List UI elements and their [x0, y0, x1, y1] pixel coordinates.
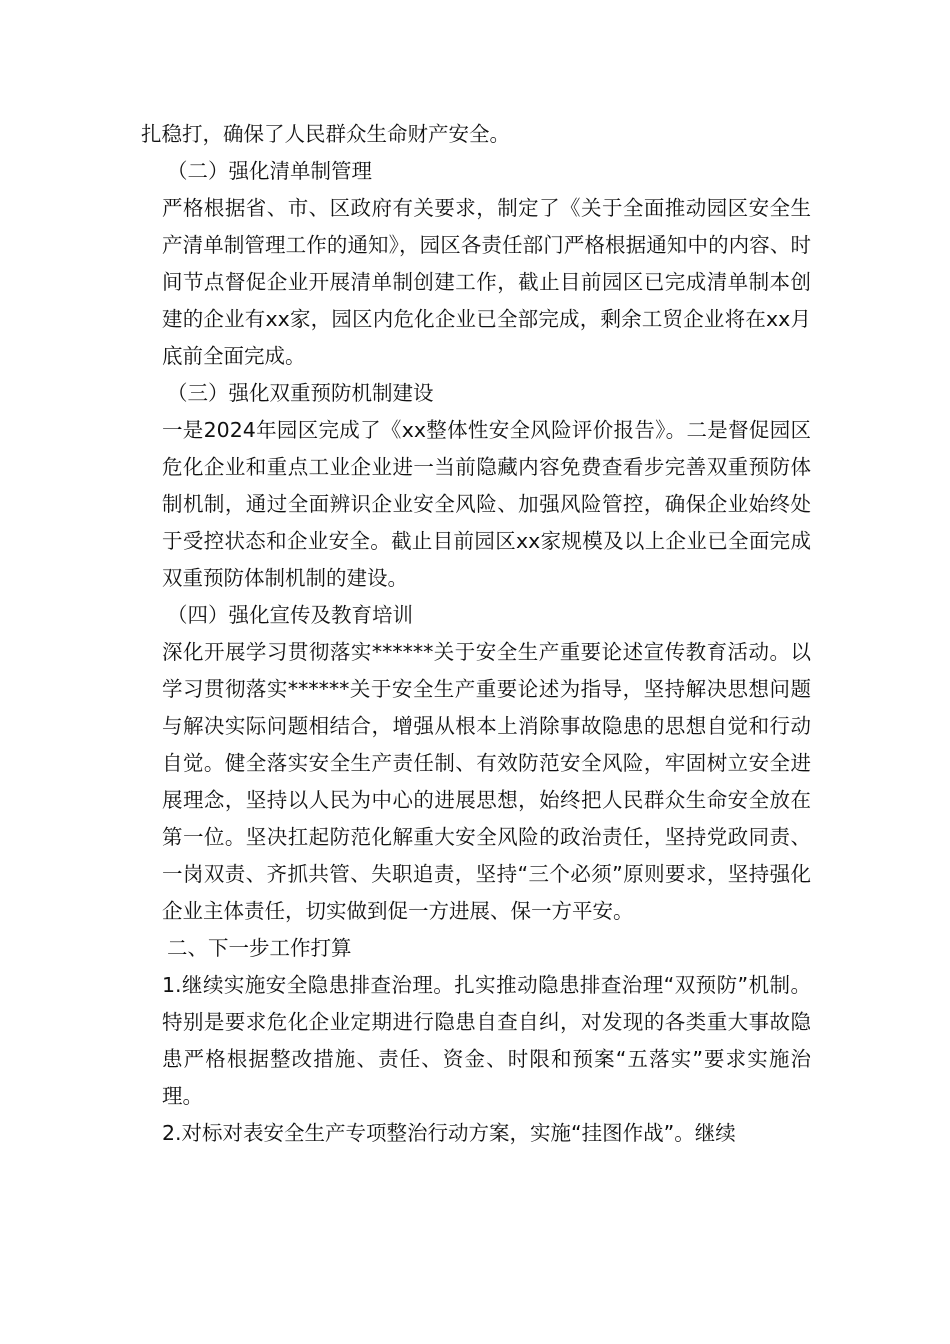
list-item-1: 1.继续实施安全隐患排查治理。扎实推动隐患排查治理“双预防”机制。特别是要求危化企业定期进行隐患自查自纠，对发现的各类重大事故隐患严格根据整改措施、责任、资金、时限和预案“五落实”要求实施治理。 [162, 973, 811, 1108]
list-item-2: 2.对标对表安全生产专项整治行动方案，实施“挂图作战”。继续 [162, 1121, 736, 1145]
paragraph-continuation: 扎稳打，确保了人民群众生命财产安全。 [141, 122, 510, 146]
paragraph-dual-prevention: 一是2024年园区完成了《xx整体性安全风险评价报告》。二是督促园区危化企业和重点工业企业进一当前隐藏内容免费查看步完善双重预防体制机制，通过全面辨识企业安全风险、加强风险管控，确保企业始终处于受控状态和企业安全。截止目前园区xx家规模及以上企业已全面完成双重预防体制机制的建设。 [162, 418, 811, 590]
section-heading-next-steps: 二、下一步工作打算 [167, 936, 352, 960]
document-body [141, 116, 811, 1152]
section-heading-2: （二）强化清单制管理 [167, 159, 372, 183]
section-heading-4: （四）强化宣传及教育培训 [167, 603, 413, 627]
section-heading-3: （三）强化双重预防机制建设 [167, 381, 434, 405]
paragraph-education: 深化开展学习贯彻落实******关于安全生产重要论述宣传教育活动。以学习贯彻落实******关于安全生产重要论述为指导，坚持解决思想问题与解决实际问题相结合，增强从根本上消除事故隐患的思想自觉和行动自觉。健全落实安全生产责任制、有效防范安全风险，牢固树立安全进展理念，坚持以人民为中心的进展思想，始终把人民群众生命安全放在第一位。坚决扛起防范化解重大安全风险的政治责任，坚持党政同责、一岗双责、齐抓共管、失职追责，坚持“三个必须”原则要求，坚持强化企业主体责任，切实做到促一方进展、保一方平安。 [162, 640, 811, 923]
paragraph-checklist: 严格根据省、市、区政府有关要求，制定了《关于全面推动园区安全生产清单制管理工作的通知》，园区各责任部门严格根据通知中的内容、时间节点督促企业开展清单制创建工作，截止目前园区已完成清单制本创建的企业有xx家，园区内危化企业已全部完成，剩余工贸企业将在xx月底前全面完成。 [162, 196, 811, 368]
